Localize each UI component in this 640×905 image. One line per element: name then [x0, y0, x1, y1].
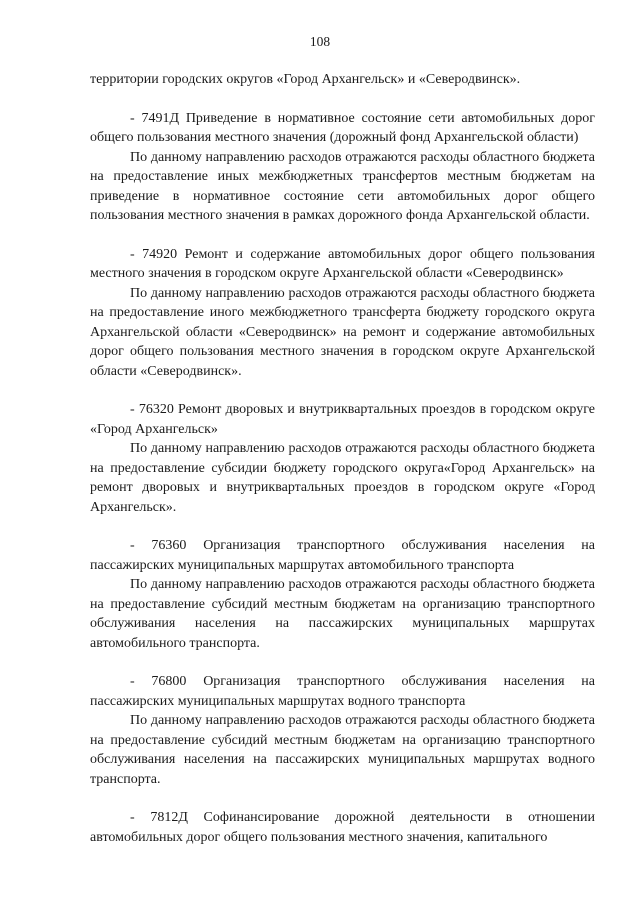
- section-body: По данному направлению расходов отражаются расходы областного бюджета на предоставление субсидии бюджету городского округа«Город Архангельск» на ремонт дворовых и внутриквартальных проездов в городском округе «Город Архангельск».: [90, 441, 595, 515]
- section-heading: - 7491Д Приведение в нормативное состояние сети автомобильных дорог общего пользования местного значения (дорожный фонд Архангельской области): [90, 110, 595, 145]
- section-body: По данному направлению расходов отражаются расходы областного бюджета на предоставление субсидий местным бюджетам на организацию транспортного обслуживания населения на пассажирских муниципальных маршрутах водного транспорта.: [90, 713, 595, 787]
- section-76800: [90, 672, 595, 789]
- paragraph-gap: [90, 90, 595, 109]
- section-heading: - 76800 Организация транспортного обслуживания населения на пассажирских муниципальных маршрутах водного транспорта: [90, 674, 595, 709]
- section-heading: - 76320 Ремонт дворовых и внутриквартальных проездов в городском округе «Город Архангельск»: [90, 402, 595, 437]
- page-number: 108: [309, 34, 331, 49]
- section-76360: [90, 536, 595, 653]
- section-74920: [90, 245, 595, 382]
- section-heading: - 76360 Организация транспортного обслуживания населения на пассажирских муниципальных маршрутах автомобильного транспорта: [90, 538, 595, 573]
- section-body: По данному направлению расходов отражаются расходы областного бюджета на предоставление иных межбюджетных трансфертов местным бюджетам на приведение в нормативное состояние сети автомобильных дорог общего пользования местного значения в рамках дорожного фонда Архангельской области.: [90, 149, 595, 223]
- intro-paragraph: территории городских округов «Город Архангельск» и «Северодвинск».: [90, 72, 521, 87]
- section-body: По данному направлению расходов отражаются расходы областного бюджета на предоставление иного межбюджетного трансферта бюджету городского округа Архангельской области «Северодвинск» на ремонт и содержание автомобильных дорог общего пользования местного значения в городском округе Архангельской области «Северодвинск».: [90, 285, 595, 379]
- section-heading: - 74920 Ремонт и содержание автомобильных дорог общего пользования местного значения в городском округе Архангельской области «Северодвинск»: [90, 246, 595, 281]
- section-heading: - 7812Д Софинансирование дорожной деятельности в отношении автомобильных дорог общего пользования местного значения, капитального: [90, 810, 595, 845]
- section-body: По данному направлению расходов отражаются расходы областного бюджета на предоставление субсидий местным бюджетам на организацию транспортного обслуживания населения на пассажирских муниципальных маршрутах автомобильного транспорта.: [90, 577, 595, 651]
- section-7812d: [90, 808, 595, 847]
- section-7491d: [90, 109, 595, 226]
- section-76320: [90, 400, 595, 517]
- document-body: [90, 70, 595, 847]
